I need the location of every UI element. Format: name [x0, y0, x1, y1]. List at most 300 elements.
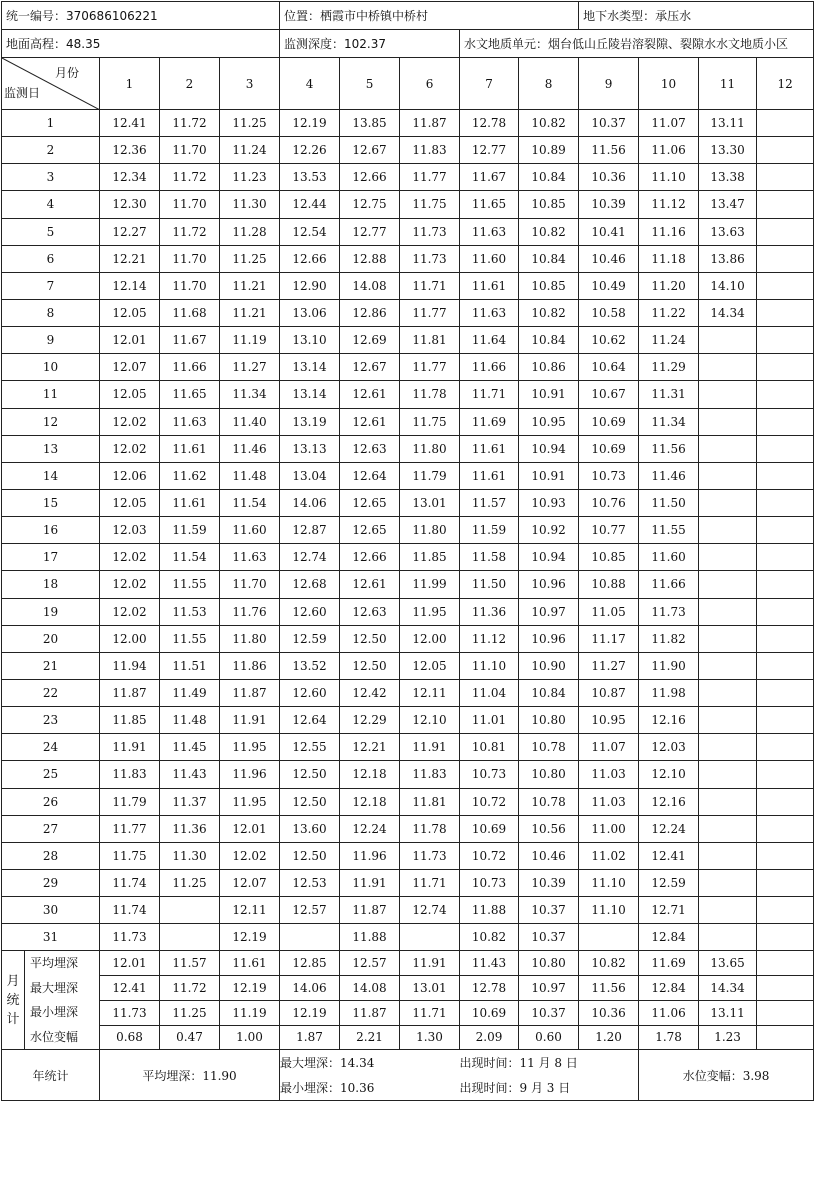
- depth-value-cell: 12.61: [340, 381, 400, 408]
- depth-value-cell: 11.60: [220, 517, 280, 544]
- depth-value-cell: 11.01: [460, 707, 519, 734]
- day-label: 5: [2, 218, 100, 245]
- monthly-stats-group-label: [2, 951, 100, 1050]
- table-row: [2, 761, 814, 788]
- day-label: 19: [2, 598, 100, 625]
- depth-value-cell: 10.93: [519, 489, 579, 516]
- depth-value-cell: [757, 489, 814, 516]
- depth-value-cell: 10.46: [519, 842, 579, 869]
- table-row: [2, 110, 814, 137]
- depth-value-cell: 10.41: [579, 218, 639, 245]
- depth-value-cell: 10.84: [519, 245, 579, 272]
- depth-value-cell: 12.03: [100, 517, 160, 544]
- depth-value-cell: 10.85: [519, 272, 579, 299]
- depth-value-cell: 11.95: [400, 598, 460, 625]
- day-label: 11: [2, 381, 100, 408]
- depth-value-cell: 12.21: [100, 245, 160, 272]
- monthly-stat-value: 13.11: [699, 1000, 757, 1025]
- depth-value-cell: 10.46: [579, 245, 639, 272]
- month-header-4: 4: [280, 58, 340, 110]
- day-label: 18: [2, 571, 100, 598]
- depth-value-cell: [699, 924, 757, 951]
- annual-min-depth: 最小埋深：10.36: [280, 1075, 460, 1101]
- depth-value-cell: 12.03: [639, 734, 699, 761]
- depth-value-cell: 11.68: [160, 299, 220, 326]
- depth-value-cell: 11.79: [400, 462, 460, 489]
- depth-value-cell: [757, 191, 814, 218]
- depth-value-cell: 13.60: [280, 815, 340, 842]
- depth-value-cell: 10.69: [460, 815, 519, 842]
- depth-value-cell: 11.61: [160, 489, 220, 516]
- depth-value-cell: [757, 897, 814, 924]
- depth-value-cell: 12.74: [400, 897, 460, 924]
- depth-value-cell: 11.25: [220, 110, 280, 137]
- table-row: [2, 191, 814, 218]
- depth-value-cell: [757, 381, 814, 408]
- depth-value-cell: 12.55: [280, 734, 340, 761]
- depth-value-cell: 11.22: [639, 299, 699, 326]
- depth-value-cell: 12.05: [100, 381, 160, 408]
- monthly-stat-value: 14.34: [699, 976, 757, 1001]
- depth-value-cell: 12.01: [100, 327, 160, 354]
- depth-value-cell: 12.90: [280, 272, 340, 299]
- depth-value-cell: 10.96: [519, 571, 579, 598]
- depth-value-cell: 11.61: [460, 462, 519, 489]
- depth-value-cell: [757, 544, 814, 571]
- depth-value-cell: 10.80: [519, 761, 579, 788]
- depth-value-cell: 12.05: [100, 489, 160, 516]
- annual-max-time: 出现时间：11 月 8 日: [460, 1050, 639, 1076]
- depth-value-cell: 12.50: [340, 625, 400, 652]
- depth-value-cell: [699, 408, 757, 435]
- depth-value-cell: 11.21: [220, 299, 280, 326]
- depth-value-cell: 11.87: [220, 679, 280, 706]
- depth-value-cell: 11.55: [160, 571, 220, 598]
- depth-value-cell: 12.05: [400, 652, 460, 679]
- depth-value-cell: 12.66: [340, 164, 400, 191]
- depth-value-cell: 11.91: [220, 707, 280, 734]
- location-value: 栖霞市中桥镇中桥村: [320, 9, 429, 23]
- table-row: [2, 462, 814, 489]
- depth-value-cell: 10.49: [579, 272, 639, 299]
- depth-value-cell: 14.10: [699, 272, 757, 299]
- depth-label: 监测深度：: [284, 37, 345, 51]
- depth-value-cell: 12.53: [280, 869, 340, 896]
- depth-value-cell: 11.74: [100, 869, 160, 896]
- corner-header-cell: [2, 58, 100, 110]
- depth-value-cell: 11.12: [460, 625, 519, 652]
- depth-value-cell: 13.53: [280, 164, 340, 191]
- monthly-stat-value: 11.71: [400, 1000, 460, 1025]
- depth-value-cell: 10.91: [519, 381, 579, 408]
- monthly-stat-value: 10.97: [519, 976, 579, 1001]
- depth-value-cell: 11.02: [579, 842, 639, 869]
- depth-value-cell: [699, 435, 757, 462]
- monthly-stat-value: 11.61: [220, 951, 280, 976]
- month-header-row: [2, 58, 814, 110]
- depth-value-cell: 10.67: [579, 381, 639, 408]
- depth-value-cell: 12.59: [639, 869, 699, 896]
- table-row: [2, 815, 814, 842]
- depth-value-cell: 11.56: [639, 435, 699, 462]
- depth-value-cell: [757, 842, 814, 869]
- depth-value-cell: [400, 924, 460, 951]
- depth-value-cell: 10.64: [579, 354, 639, 381]
- depth-value-cell: 10.85: [519, 191, 579, 218]
- depth-value-cell: 10.39: [519, 869, 579, 896]
- depth-value-cell: [579, 924, 639, 951]
- depth-value-cell: 10.82: [519, 110, 579, 137]
- depth-value-cell: 13.14: [280, 354, 340, 381]
- depth-value-cell: [699, 679, 757, 706]
- depth-value-cell: 11.65: [460, 191, 519, 218]
- depth-value-cell: 11.76: [220, 598, 280, 625]
- depth-value-cell: [757, 435, 814, 462]
- depth-value-cell: 11.73: [400, 218, 460, 245]
- depth-value-cell: 11.70: [160, 272, 220, 299]
- depth-value-cell: 11.63: [460, 218, 519, 245]
- depth-value-cell: [757, 517, 814, 544]
- depth-value-cell: 11.98: [639, 679, 699, 706]
- depth-value-cell: 11.46: [639, 462, 699, 489]
- station-id-label: 统一编号：: [6, 9, 67, 23]
- depth-value-cell: 11.45: [160, 734, 220, 761]
- depth-value-cell: 13.04: [280, 462, 340, 489]
- depth-value-cell: 10.80: [519, 707, 579, 734]
- depth-value-cell: 11.54: [220, 489, 280, 516]
- depth-value-cell: 11.37: [160, 788, 220, 815]
- depth-value-cell: 11.30: [160, 842, 220, 869]
- monthly-stat-value: 11.25: [160, 1000, 220, 1025]
- depth-value-cell: 12.01: [220, 815, 280, 842]
- depth-value-cell: 12.19: [220, 924, 280, 951]
- monthly-stat-value: 11.73: [100, 1000, 160, 1025]
- day-label: 10: [2, 354, 100, 381]
- depth-value-cell: 11.34: [220, 381, 280, 408]
- table-row: [2, 164, 814, 191]
- depth-value-cell: 11.25: [160, 869, 220, 896]
- hydro-unit-value: 烟台低山丘陵岩溶裂隙、裂隙水水文地质小区: [548, 37, 789, 51]
- depth-value-cell: 12.18: [340, 761, 400, 788]
- depth-value-cell: 10.90: [519, 652, 579, 679]
- depth-value-cell: 11.31: [639, 381, 699, 408]
- depth-value-cell: [699, 707, 757, 734]
- depth-value-cell: 11.88: [460, 897, 519, 924]
- table-row: [2, 842, 814, 869]
- table-row: [2, 137, 814, 164]
- depth-value-cell: 11.87: [400, 110, 460, 137]
- depth-value-cell: 12.10: [400, 707, 460, 734]
- monthly-stats-label-char: 月: [6, 973, 20, 989]
- depth-value-cell: 12.50: [280, 761, 340, 788]
- depth-value-cell: 11.16: [639, 218, 699, 245]
- depth-value-cell: [699, 571, 757, 598]
- depth-value-cell: 12.78: [460, 110, 519, 137]
- depth-value-cell: 11.81: [400, 788, 460, 815]
- depth-value-cell: 12.19: [280, 110, 340, 137]
- location-cell: [280, 2, 579, 30]
- depth-value-cell: 12.18: [340, 788, 400, 815]
- depth-value-cell: 12.88: [340, 245, 400, 272]
- depth-value-cell: 11.12: [639, 191, 699, 218]
- day-label: 6: [2, 245, 100, 272]
- table-row: [2, 272, 814, 299]
- depth-value-cell: 11.91: [400, 734, 460, 761]
- monthly-stat-name: 水位变幅: [30, 1029, 79, 1044]
- monthly-stat-value: 11.43: [460, 951, 519, 976]
- monthly-stat-value: 11.91: [400, 951, 460, 976]
- day-label: 31: [2, 924, 100, 951]
- depth-value-cell: 12.07: [100, 354, 160, 381]
- month-header-11: 11: [699, 58, 757, 110]
- monthly-stat-value: 11.87: [340, 1000, 400, 1025]
- depth-value-cell: 12.66: [340, 544, 400, 571]
- monthly-stat-value: 0.68: [100, 1025, 160, 1050]
- depth-value-cell: [699, 815, 757, 842]
- depth-value-cell: 12.14: [100, 272, 160, 299]
- depth-value-cell: 11.96: [340, 842, 400, 869]
- depth-value-cell: 11.10: [460, 652, 519, 679]
- depth-value-cell: 11.63: [460, 299, 519, 326]
- depth-value-cell: 11.59: [460, 517, 519, 544]
- depth-value-cell: 12.75: [340, 191, 400, 218]
- depth-value-cell: [699, 652, 757, 679]
- day-label: 26: [2, 788, 100, 815]
- depth-value-cell: 12.71: [639, 897, 699, 924]
- depth-value-cell: 12.69: [340, 327, 400, 354]
- monthly-stat-value: 12.01: [100, 951, 160, 976]
- groundwater-monitoring-table: [1, 1, 814, 1101]
- table-row: [2, 571, 814, 598]
- table-row: [2, 354, 814, 381]
- depth-value-cell: 11.67: [460, 164, 519, 191]
- monthly-stat-value: 12.84: [639, 976, 699, 1001]
- depth-value-cell: 12.02: [220, 842, 280, 869]
- depth-value-cell: 11.48: [160, 707, 220, 734]
- depth-value-cell: 11.60: [460, 245, 519, 272]
- depth-value-cell: [757, 924, 814, 951]
- depth-value-cell: 10.39: [579, 191, 639, 218]
- depth-value-cell: [757, 327, 814, 354]
- table-row: [2, 435, 814, 462]
- depth-value-cell: 10.96: [519, 625, 579, 652]
- depth-value-cell: 11.49: [160, 679, 220, 706]
- depth-value-cell: 10.84: [519, 327, 579, 354]
- table-row: [2, 245, 814, 272]
- depth-value-cell: 12.02: [100, 435, 160, 462]
- table-row: [2, 218, 814, 245]
- depth-value-cell: 12.07: [220, 869, 280, 896]
- depth-value-cell: 10.94: [519, 435, 579, 462]
- monthly-stat-value: 1.00: [220, 1025, 280, 1050]
- month-header-7: 7: [460, 58, 519, 110]
- depth-value-cell: 11.24: [220, 137, 280, 164]
- depth-value-cell: 12.24: [639, 815, 699, 842]
- table-row: [2, 869, 814, 896]
- monthly-stat-value: 11.69: [639, 951, 699, 976]
- depth-value-cell: 10.84: [519, 164, 579, 191]
- depth-value-cell: 11.43: [160, 761, 220, 788]
- depth-value-cell: [757, 707, 814, 734]
- depth-value-cell: 10.92: [519, 517, 579, 544]
- depth-value-cell: 13.19: [280, 408, 340, 435]
- monthly-stat-value: [757, 1000, 814, 1025]
- monthly-stat-name: 最大埋深: [30, 980, 79, 995]
- depth-value-cell: [699, 354, 757, 381]
- depth-value-cell: 12.11: [220, 897, 280, 924]
- depth-value-cell: 12.41: [100, 110, 160, 137]
- elevation-label: 地面高程：: [6, 37, 67, 51]
- depth-value-cell: 13.63: [699, 218, 757, 245]
- monthly-stat-value: 10.36: [579, 1000, 639, 1025]
- day-label: 12: [2, 408, 100, 435]
- depth-value-cell: 11.30: [220, 191, 280, 218]
- day-label: 3: [2, 164, 100, 191]
- depth-value-cell: 12.00: [400, 625, 460, 652]
- depth-value-cell: 11.00: [579, 815, 639, 842]
- depth-value-cell: 11.99: [400, 571, 460, 598]
- depth-value-cell: 10.78: [519, 734, 579, 761]
- depth-value-cell: [699, 517, 757, 544]
- depth-value-cell: 12.00: [100, 625, 160, 652]
- depth-value-cell: 11.61: [160, 435, 220, 462]
- depth-value-cell: 11.06: [639, 137, 699, 164]
- day-label: 27: [2, 815, 100, 842]
- depth-value-cell: 11.77: [100, 815, 160, 842]
- day-label: 17: [2, 544, 100, 571]
- depth-value-cell: 10.82: [519, 218, 579, 245]
- depth-value-cell: 11.58: [460, 544, 519, 571]
- monthly-stat-row: [2, 976, 814, 1001]
- depth-value-cell: 10.77: [579, 517, 639, 544]
- depth-value-cell: 13.86: [699, 245, 757, 272]
- depth-value-cell: 11.57: [460, 489, 519, 516]
- depth-value-cell: 13.47: [699, 191, 757, 218]
- depth-value-cell: 12.61: [340, 408, 400, 435]
- depth-value-cell: 11.07: [639, 110, 699, 137]
- monthly-stat-value: 12.78: [460, 976, 519, 1001]
- monthly-stat-value: 10.37: [519, 1000, 579, 1025]
- depth-value-cell: 11.79: [100, 788, 160, 815]
- depth-value-cell: 11.91: [100, 734, 160, 761]
- depth-value-cell: 11.29: [639, 354, 699, 381]
- depth-value-cell: 11.70: [160, 137, 220, 164]
- depth-value-cell: 12.87: [280, 517, 340, 544]
- day-label: 25: [2, 761, 100, 788]
- day-label: 16: [2, 517, 100, 544]
- depth-value-cell: 11.90: [639, 652, 699, 679]
- depth-value-cell: [757, 299, 814, 326]
- day-label: 28: [2, 842, 100, 869]
- depth-value-cell: 13.11: [699, 110, 757, 137]
- monthly-stats-label-char: 统: [6, 992, 20, 1008]
- annual-min-time: 出现时间：9 月 3 日: [460, 1075, 639, 1101]
- depth-value-cell: 11.34: [639, 408, 699, 435]
- depth-value-cell: [699, 381, 757, 408]
- depth-value-cell: 11.85: [400, 544, 460, 571]
- depth-value-cell: 11.73: [400, 245, 460, 272]
- monthly-stat-value: 11.56: [579, 976, 639, 1001]
- depth-value-cell: 11.23: [220, 164, 280, 191]
- depth-value-cell: 12.84: [639, 924, 699, 951]
- depth-value-cell: 11.72: [160, 218, 220, 245]
- monthly-stat-value: 1.87: [280, 1025, 340, 1050]
- hydro-unit-label: 水文地质单元：: [464, 37, 549, 51]
- depth-value-cell: 11.17: [579, 625, 639, 652]
- depth-value-cell: 11.50: [639, 489, 699, 516]
- info-row-1: [2, 2, 814, 30]
- depth-value-cell: 11.48: [220, 462, 280, 489]
- table-row: [2, 327, 814, 354]
- depth-value-cell: 12.77: [340, 218, 400, 245]
- monthly-stat-value: 0.60: [519, 1025, 579, 1050]
- annual-stat-row-1: [2, 1050, 814, 1076]
- depth-value-cell: 11.71: [400, 272, 460, 299]
- depth-value-cell: 11.77: [400, 299, 460, 326]
- depth-value-cell: 13.06: [280, 299, 340, 326]
- day-axis-label: 监测日: [4, 86, 41, 100]
- depth-value-cell: [699, 625, 757, 652]
- depth-value-cell: 11.60: [639, 544, 699, 571]
- table-row: [2, 734, 814, 761]
- depth-value-cell: 12.44: [280, 191, 340, 218]
- month-header-10: 10: [639, 58, 699, 110]
- depth-value-cell: [699, 462, 757, 489]
- depth-value-cell: 11.18: [639, 245, 699, 272]
- depth-value-cell: 10.81: [460, 734, 519, 761]
- depth-value-cell: 12.26: [280, 137, 340, 164]
- depth-value-cell: 13.13: [280, 435, 340, 462]
- monthly-stat-value: [757, 951, 814, 976]
- depth-value-cell: [757, 354, 814, 381]
- depth-value-cell: 13.14: [280, 381, 340, 408]
- depth-value-cell: [757, 218, 814, 245]
- depth-value-cell: [757, 815, 814, 842]
- depth-value-cell: [699, 761, 757, 788]
- monthly-stat-value: 13.01: [400, 976, 460, 1001]
- depth-value-cell: 10.72: [460, 842, 519, 869]
- day-label: 9: [2, 327, 100, 354]
- station-id-cell: [2, 2, 280, 30]
- depth-value-cell: 12.60: [280, 598, 340, 625]
- depth-value-cell: 11.86: [220, 652, 280, 679]
- depth-value-cell: 10.69: [579, 435, 639, 462]
- depth-value-cell: 11.04: [460, 679, 519, 706]
- day-label: 8: [2, 299, 100, 326]
- depth-value-cell: 13.01: [400, 489, 460, 516]
- depth-value-cell: 12.06: [100, 462, 160, 489]
- monthly-stat-value: 12.41: [100, 976, 160, 1001]
- annual-max-depth: 最大埋深：14.34: [280, 1050, 460, 1076]
- depth-value-cell: 11.66: [639, 571, 699, 598]
- table-row: [2, 652, 814, 679]
- day-label: 23: [2, 707, 100, 734]
- depth-value: 102.37: [344, 37, 387, 51]
- depth-value-cell: 10.62: [579, 327, 639, 354]
- depth-value-cell: [757, 110, 814, 137]
- depth-value-cell: 12.68: [280, 571, 340, 598]
- depth-value-cell: 11.78: [400, 381, 460, 408]
- depth-value-cell: 10.37: [519, 897, 579, 924]
- depth-value-cell: 10.73: [579, 462, 639, 489]
- depth-value-cell: 12.64: [280, 707, 340, 734]
- day-label: 24: [2, 734, 100, 761]
- depth-value-cell: 12.63: [340, 435, 400, 462]
- depth-value-cell: 11.25: [220, 245, 280, 272]
- monthly-stat-value: 1.23: [699, 1025, 757, 1050]
- depth-value-cell: 11.73: [639, 598, 699, 625]
- table-row: [2, 897, 814, 924]
